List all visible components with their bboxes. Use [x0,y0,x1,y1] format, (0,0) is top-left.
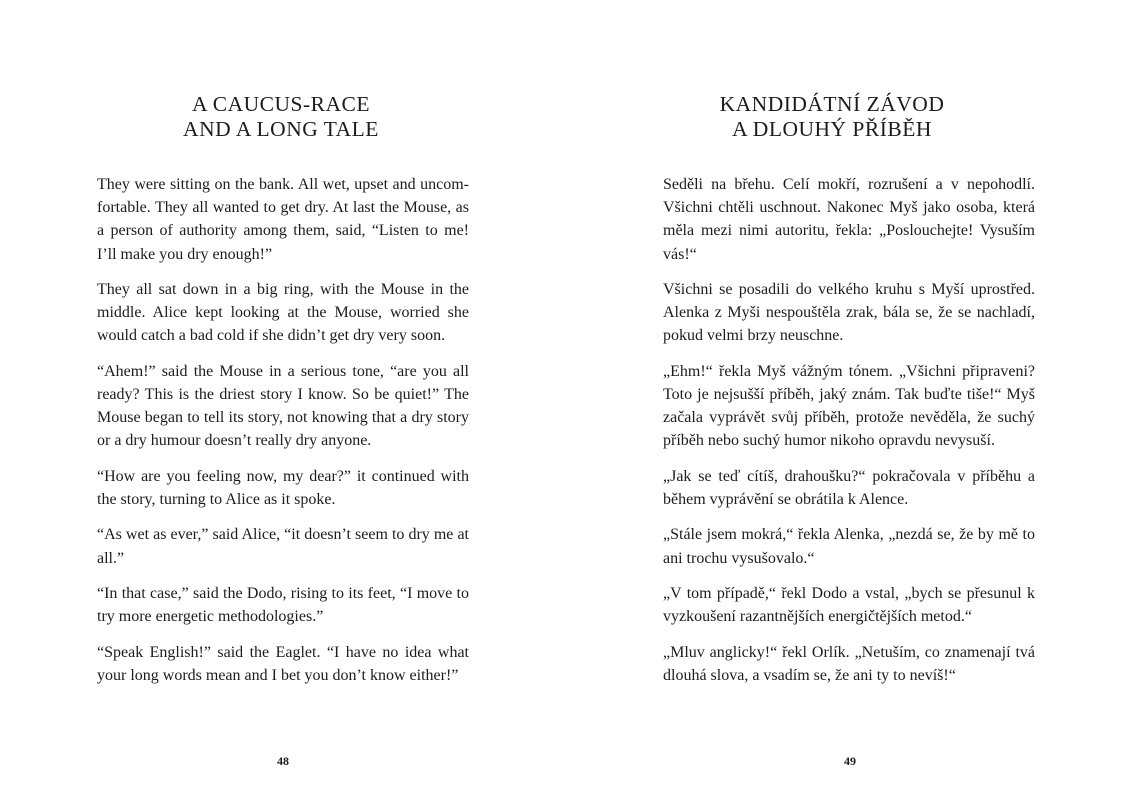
paragraph: “In that case,” said the Dodo, rising to its feet, “I move to try more energetic methodologies.” [97,584,469,626]
paragraph: „Stále jsem mokrá,“ řekla Alenka, „nezdá se, že by mě to ani trochu vysušovalo.“ [663,526,1035,567]
paragraph: “As wet as ever,” said Alice, “it doesn’t seem to dry me at all.” [97,526,469,567]
paragraph: “Ahem!” said the Mouse in a serious tone, “are you all ready? This is the driest story I know. So be quiet!” The Mouse began to tell its story, not knowing that a dry story or a dry humour doesn’t really dry anyone. [97,362,469,450]
paragraph: Seděli na břehu. Celí mokří, rozrušení a v nepohodlí. Všichni chtěli uschnout. Nakonec Myš jako osoba, která měla mezi nimi autoritu, řekla: „Poslouchejte! Vysuším vás!“ [663,176,1035,263]
paragraph: „Mluv anglicky!“ řekl Orlík. „Netuším, co znamenají tvá dlouhá slova, a vsadím se, že ani ty to nevíš!“ [663,643,1035,684]
paragraph: They were sitting on the bank. All wet, upset and uncomfortable. They all wanted to get dry. At last the Mouse, as a person of authority among them, said, “Listen to me! I’ll make you dry enough!” [97,176,469,263]
body-text [97,173,469,699]
page-number: 49 [844,754,856,768]
paragraph: „Ehm!“ řekla Myš vážným tónem. „Všichni připraveni? Toto je nejsušší příběh, jaký znám. Tak buďte tiše!“ Myš začala vyprávět svůj příběh, protože nevěděla, že suchý příběh nebo suchý humor nikoho opravdu nevysuší. [663,362,1035,450]
chapter-title [549,92,1115,142]
chapter-title-line-2: AND A LONG TALE [183,117,379,141]
chapter-title-line-2: A DLOUHÝ PŘÍBĚH [732,117,932,141]
paragraph: “How are you feeling now, my dear?” it continued with the story, turning to Alice as it spoke. [97,467,469,508]
chapter-title [0,92,564,142]
page-number: 48 [277,754,289,768]
chapter-title-line-1: KANDIDÁTNÍ ZÁVOD [719,92,945,116]
paragraph: They all sat down in a big ring, with the Mouse in the middle. Alice kept looking at the Mouse, worried she would catch a bad cold if she didn’t get dry very soon. [97,281,469,345]
paragraph: „Jak se teď cítíš, drahoušku?“ pokračovala v příběhu a během vyprávění se obrátila k Alence. [663,467,1035,508]
paragraph: “Speak English!” said the Eaglet. “I have no idea what your long words mean and I bet you don’t know either!” [97,643,469,684]
chapter-title-line-1: A CAUCUS-RACE [192,92,370,116]
right-page [566,0,1132,800]
paragraph: Všichni se posadili do velkého kruhu s Myší uprostřed. Alenka z Myši nespouštěla zrak, bála se, že se nachladí, pokud velmi brzy neuschne. [663,281,1035,345]
paragraph: „V tom případě,“ řekl Dodo a vstal, „bych se přesunul k vyzkoušení razantnějších energičtějších metod.“ [663,584,1035,626]
body-text [663,173,1035,699]
